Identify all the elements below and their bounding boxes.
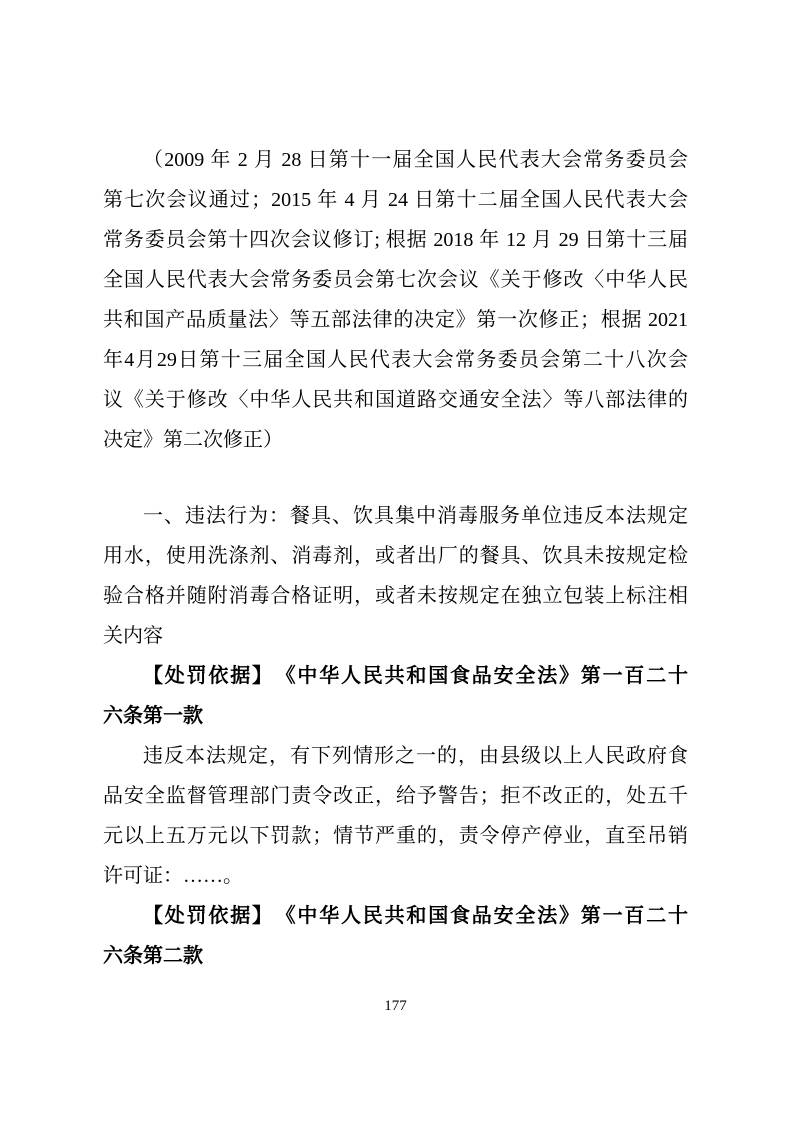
- violation-line: 验合格并随附消毒合格证明，或者未按规定在独立包装上标注相: [103, 585, 688, 607]
- text-block: [103, 140, 688, 976]
- preamble-line: 常务委员会第十四次会议修订; 根据 2018 年 12 月 29 日第十三届: [103, 229, 688, 251]
- violation-line: 用水，使用洗涤剂、消毒剂，或者出厂的餐具、饮具未按规定检: [103, 545, 688, 567]
- violation-paragraph: [103, 496, 688, 656]
- violation-line: 关内容: [103, 625, 163, 647]
- violation-line: 一、违法行为：餐具、饮具集中消毒服务单位违反本法规定: [143, 505, 688, 527]
- penalty-basis-line: 六条第二款: [103, 945, 203, 967]
- preamble-line: 第七次会议通过；2015 年 4 月 24 日第十二届全国人民代表大会: [103, 189, 688, 211]
- preamble-line: 年4月29日第十三届全国人民代表大会常务委员会第二十八次会: [103, 349, 688, 371]
- penalty-basis-heading-2: [103, 896, 688, 976]
- preamble-line: （2009 年 2 月 28 日第十一届全国人民代表大会常务委员会: [143, 149, 688, 171]
- preamble-line: 共和国产品质量法〉等五部法律的决定》第一次修正；根据 2021: [103, 309, 688, 331]
- preamble-line: 决定》第二次修正）: [103, 429, 283, 451]
- statute-line: 违反本法规定，有下列情形之一的，由县级以上人民政府食: [143, 745, 688, 767]
- statute-paragraph: [103, 736, 688, 896]
- preamble-line: 议《关于修改〈中华人民共和国道路交通安全法〉等八部法律的: [103, 389, 688, 411]
- page-number: 177: [384, 998, 407, 1014]
- page-footer: [103, 996, 688, 1016]
- statute-line: 元以上五万元以下罚款；情节严重的，责令停产停业，直至吊销: [103, 825, 688, 847]
- statute-line: 许可证：……。: [103, 865, 243, 887]
- penalty-basis-line: 【处罚依据】 《中华人民共和国食品安全法》第一百二十: [143, 665, 688, 687]
- preamble-paragraph: [103, 140, 688, 460]
- statute-line: 品安全监督管理部门责令改正，给予警告；拒不改正的，处五千: [103, 785, 688, 807]
- preamble-line: 全国人民代表大会常务委员会第七次会议《关于修改〈中华人民: [103, 269, 688, 291]
- penalty-basis-line: 六条第一款: [103, 705, 203, 727]
- penalty-basis-heading-1: [103, 656, 688, 736]
- penalty-basis-line: 【处罚依据】 《中华人民共和国食品安全法》第一百二十: [143, 905, 688, 927]
